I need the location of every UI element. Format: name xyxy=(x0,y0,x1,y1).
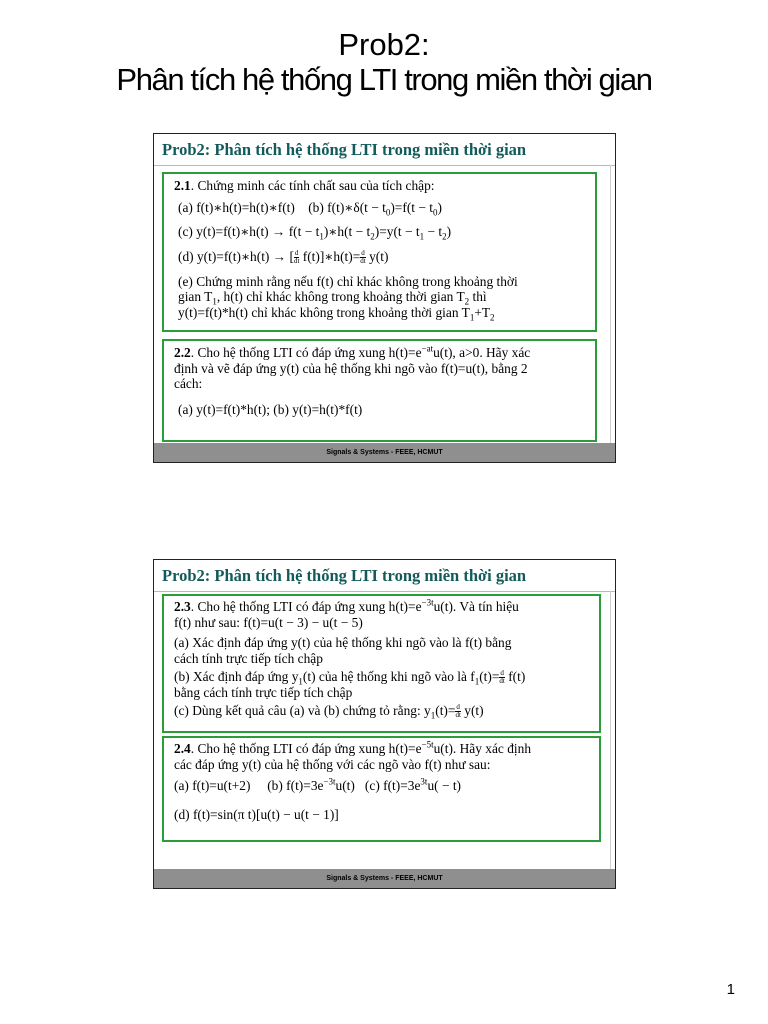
page-number: 1 xyxy=(726,981,735,998)
problem-2-2-box xyxy=(162,339,597,442)
problem-2-1-intro: 2.1. Chứng minh các tính chất sau của tích chập: xyxy=(174,178,435,193)
problem-2-2-line3: cách: xyxy=(174,376,203,391)
problem-2-1-d: (d) y(t)=f(t)∗h(t) → [ $\frac{d}{dt}$ f(t)]∗h(t)= $\frac{d}{dt}$ y(t) xyxy=(178,248,389,265)
problem-2-3-line2: f(t) như sau: f(t)=u(t − 3) − u(t − 5) xyxy=(174,614,363,630)
slide-footer: Signals & Systems - FEEE, HCMUT xyxy=(154,869,615,888)
problem-2-3-b2: bằng cách tính trực tiếp tích chập xyxy=(174,685,353,701)
problem-2-2-line4: (a) y(t)=f(t)*h(t); (b) y(t)=h(t)*f(t) xyxy=(178,401,363,417)
derivative-fraction: $\frac{d}{dt}$ xyxy=(360,248,366,265)
derivative-fraction: $\frac{d}{dt}$ xyxy=(455,703,461,720)
slide-side-rule xyxy=(610,165,615,443)
problem-2-4-line1: 2.4. Cho hệ thống LTI có đáp ứng xung $h(t)=e^{-5t}u(t)$. Hãy xác định xyxy=(174,739,532,756)
problem-2-3-c1: (c) Dùng kết quả câu (a) và (b) chứng tỏ rằng: $y_1(t)=$ $\frac{d}{dt}$ y(t) xyxy=(174,702,484,721)
slide-header xyxy=(154,134,615,166)
problem-2-3-box xyxy=(162,594,601,733)
problem-2-1-box xyxy=(162,172,597,332)
problem-2-3-line1: 2.3. Cho hệ thống LTI có đáp ứng xung $h(t)=e^{-3t}u(t)$. Và tín hiệu xyxy=(174,597,519,614)
problem-2-1-e-line1: (e) Chứng minh rằng nếu f(t) chỉ khác không trong khoảng thời xyxy=(178,273,518,289)
slide-1 xyxy=(153,133,616,463)
derivative-fraction: $\frac{d}{dt}$ xyxy=(293,248,300,265)
page-title-line2: Phân tích hệ thống LTI trong miền thời gian xyxy=(116,62,652,97)
slide-header xyxy=(154,560,615,592)
problem-2-1-ab: (a) f(t)∗h(t)=h(t)∗f(t) (b) f(t)∗δ(t − $t_0)=f(t - t_0)$ xyxy=(178,199,442,218)
problem-2-4-line2: các đáp ứng y(t) của hệ thống với các ngõ vào f(t) như sau: xyxy=(174,756,491,772)
problem-2-4-d: (d) f(t)=sin(π t)[u(t) − u(t − 1)] xyxy=(174,806,339,822)
slide-title: Prob2: Phân tích hệ thống LTI trong miền thời gian xyxy=(162,566,527,585)
problem-2-4-abc: (a) f(t)=u(t+2) (b) $f(t)=3e^{-3t}u(t)$ (c) $f(t)=3e^{3t}u( - t)$ xyxy=(174,776,462,793)
slide-title: Prob2: Phân tích hệ thống LTI trong miền thời gian xyxy=(162,140,527,159)
page-title-line1: Prob2: xyxy=(338,27,430,62)
problem-2-1-e-line2: gian $T_1$, h(t) chỉ khác không trong khoảng thời gian $T_2$ thì xyxy=(178,289,487,308)
problem-2-3-a2: cách tính trực tiếp tích chập xyxy=(174,650,323,666)
problem-2-4-box xyxy=(162,736,601,842)
slide-footer: Signals & Systems - FEEE, HCMUT xyxy=(154,443,615,462)
slide-2 xyxy=(153,559,616,889)
problem-2-2-line1: 2.2. Cho hệ thống LTI có đáp ứng xung $h(t)=e^{-at}u(t)$, a>0. Hãy xác xyxy=(174,343,531,360)
problem-2-2-line2: định và vẽ đáp ứng y(t) của hệ thống khi ngõ vào f(t)=u(t), bằng 2 xyxy=(174,360,528,376)
problem-2-1-c: (c) y(t)=f(t)∗h(t) → $f(t - t_1)∗h(t - t_2)=y(t - t_1 - t_2)$ xyxy=(178,224,452,242)
slide-side-rule xyxy=(610,591,615,869)
problem-2-1-e-line3: y(t)=f(t)*h(t) chỉ khác không trong khoảng thời gian $T_1+T_2$ xyxy=(178,304,495,323)
problem-2-3-b1: (b) Xác định đáp ứng $y_1(t)$ của hệ thống khi ngõ vào là $f_1(t)=$ $\frac{d}{dt}$ f(t) xyxy=(174,669,526,687)
problem-2-3-a1: (a) Xác định đáp ứng y(t) của hệ thống khi ngõ vào là f(t) bằng xyxy=(174,635,512,650)
derivative-fraction: $\frac{d}{dt}$ xyxy=(499,669,505,686)
